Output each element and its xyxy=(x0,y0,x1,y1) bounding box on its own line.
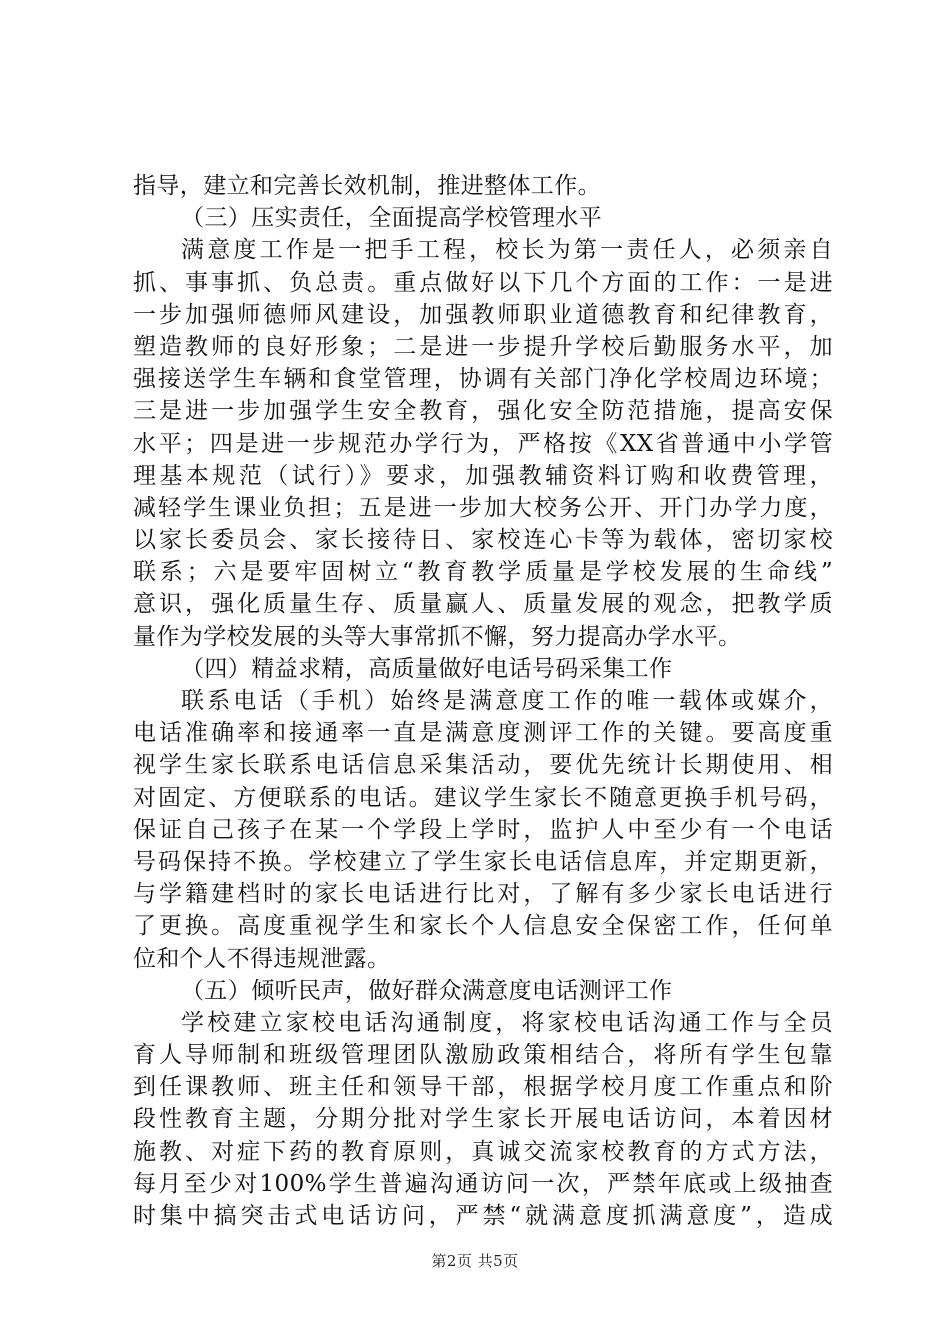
text-line: 联系；六是要牢固树立“教育教学质量是学校发展的生命线” xyxy=(133,559,833,586)
text-line: 强接送学生车辆和食堂管理，协调有关部门净化学校周边环境； xyxy=(133,366,833,393)
text-line: 量作为学校发展的头等大事常抓不懈，努力提高办学水平。 xyxy=(133,623,742,650)
paragraph-first-line: （五）倾听民声，做好群众满意度电话测评工作 xyxy=(181,977,673,1004)
text-line: 号码保持不换。学校建立了学生家长电话信息库，并定期更新， xyxy=(133,848,833,875)
paragraph-first-line: （四）精益求精，高质量做好电话号码采集工作 xyxy=(181,655,673,682)
text-line: 段性教育主题，分期分批对学生家长开展电话访问，本着因材 xyxy=(133,1106,833,1133)
text-line: 保证自己孩子在某一个学段上学时，监护人中至少有一个电话 xyxy=(133,816,833,843)
text-line: 时集中搞突击式电话访问，严禁“就满意度抓满意度”，造成 xyxy=(133,1203,833,1229)
text-line: 三是进一步加强学生安全教育，强化安全防范措施，提高安保 xyxy=(133,398,833,425)
text-line: 育人导师制和班级管理团队激励政策相结合，将所有学生包靠 xyxy=(133,1042,833,1069)
text-line: 施教、对症下药的教育原则，真诚交流家校教育的方式方法， xyxy=(133,1138,833,1165)
text-line: 减轻学生课业负担；五是进一步加大校务公开、开门办学力度， xyxy=(133,494,833,521)
paragraph-first-line: （三）压实责任，全面提高学校管理水平 xyxy=(181,205,603,232)
paragraph-first-line: 联系电话（手机）始终是满意度工作的唯一载体或媒介， xyxy=(181,688,833,714)
text-line: 塑造教师的良好形象；二是进一步提升学校后勤服务水平，加 xyxy=(133,333,833,360)
paragraph-first-line: 满意度工作是一把手工程，校长为第一责任人，必须亲自 xyxy=(181,237,833,264)
text-line: 对固定、方便联系的电话。建议学生家长不随意更换手机号码， xyxy=(133,784,833,811)
text-line: 了更换。高度重视学生和家长个人信息安全保密工作，任何单 xyxy=(133,913,833,940)
text-line: 每月至少对100%学生普遍沟通访问一次，严禁年底或上级抽查 xyxy=(133,1170,833,1197)
text-line: 抓、事事抓、负总责。重点做好以下几个方面的工作：一是进 xyxy=(133,269,833,296)
text-line: 到任课教师、班主任和领导干部，根据学校月度工作重点和阶 xyxy=(133,1074,833,1101)
text-line: 电话准确率和接通率一直是满意度测评工作的关键。要高度重 xyxy=(133,720,833,747)
text-line: 以家长委员会、家长接待日、家校连心卡等为载体，密切家校 xyxy=(133,527,833,554)
text-line: 水平；四是进一步规范办学行为，严格按《XX省普通中小学管 xyxy=(133,430,833,457)
text-line: 理基本规范（试行）》要求，加强教辅资料订购和收费管理， xyxy=(133,462,833,489)
text-line: 位和个人不得违规泄露。 xyxy=(133,945,391,972)
paragraph-first-line: 学校建立家校电话沟通制度，将家校电话沟通工作与全员 xyxy=(181,1009,833,1036)
document-body xyxy=(133,170,833,1232)
text-line: 与学籍建档时的家长电话进行比对，了解有多少家长电话进行 xyxy=(133,881,833,908)
text-line: 意识，强化质量生存、质量赢人、质量发展的观念，把教学质 xyxy=(133,591,833,618)
page-footer: 第2页 共5页 xyxy=(431,1252,519,1270)
text-line: 指导，建立和完善长效机制，推进整体工作。 xyxy=(133,173,601,199)
text-line: 一步加强师德师风建设，加强教师职业道德教育和纪律教育， xyxy=(133,301,833,328)
text-line: 视学生家长联系电话信息采集活动，要优先统计长期使用、相 xyxy=(133,752,833,779)
